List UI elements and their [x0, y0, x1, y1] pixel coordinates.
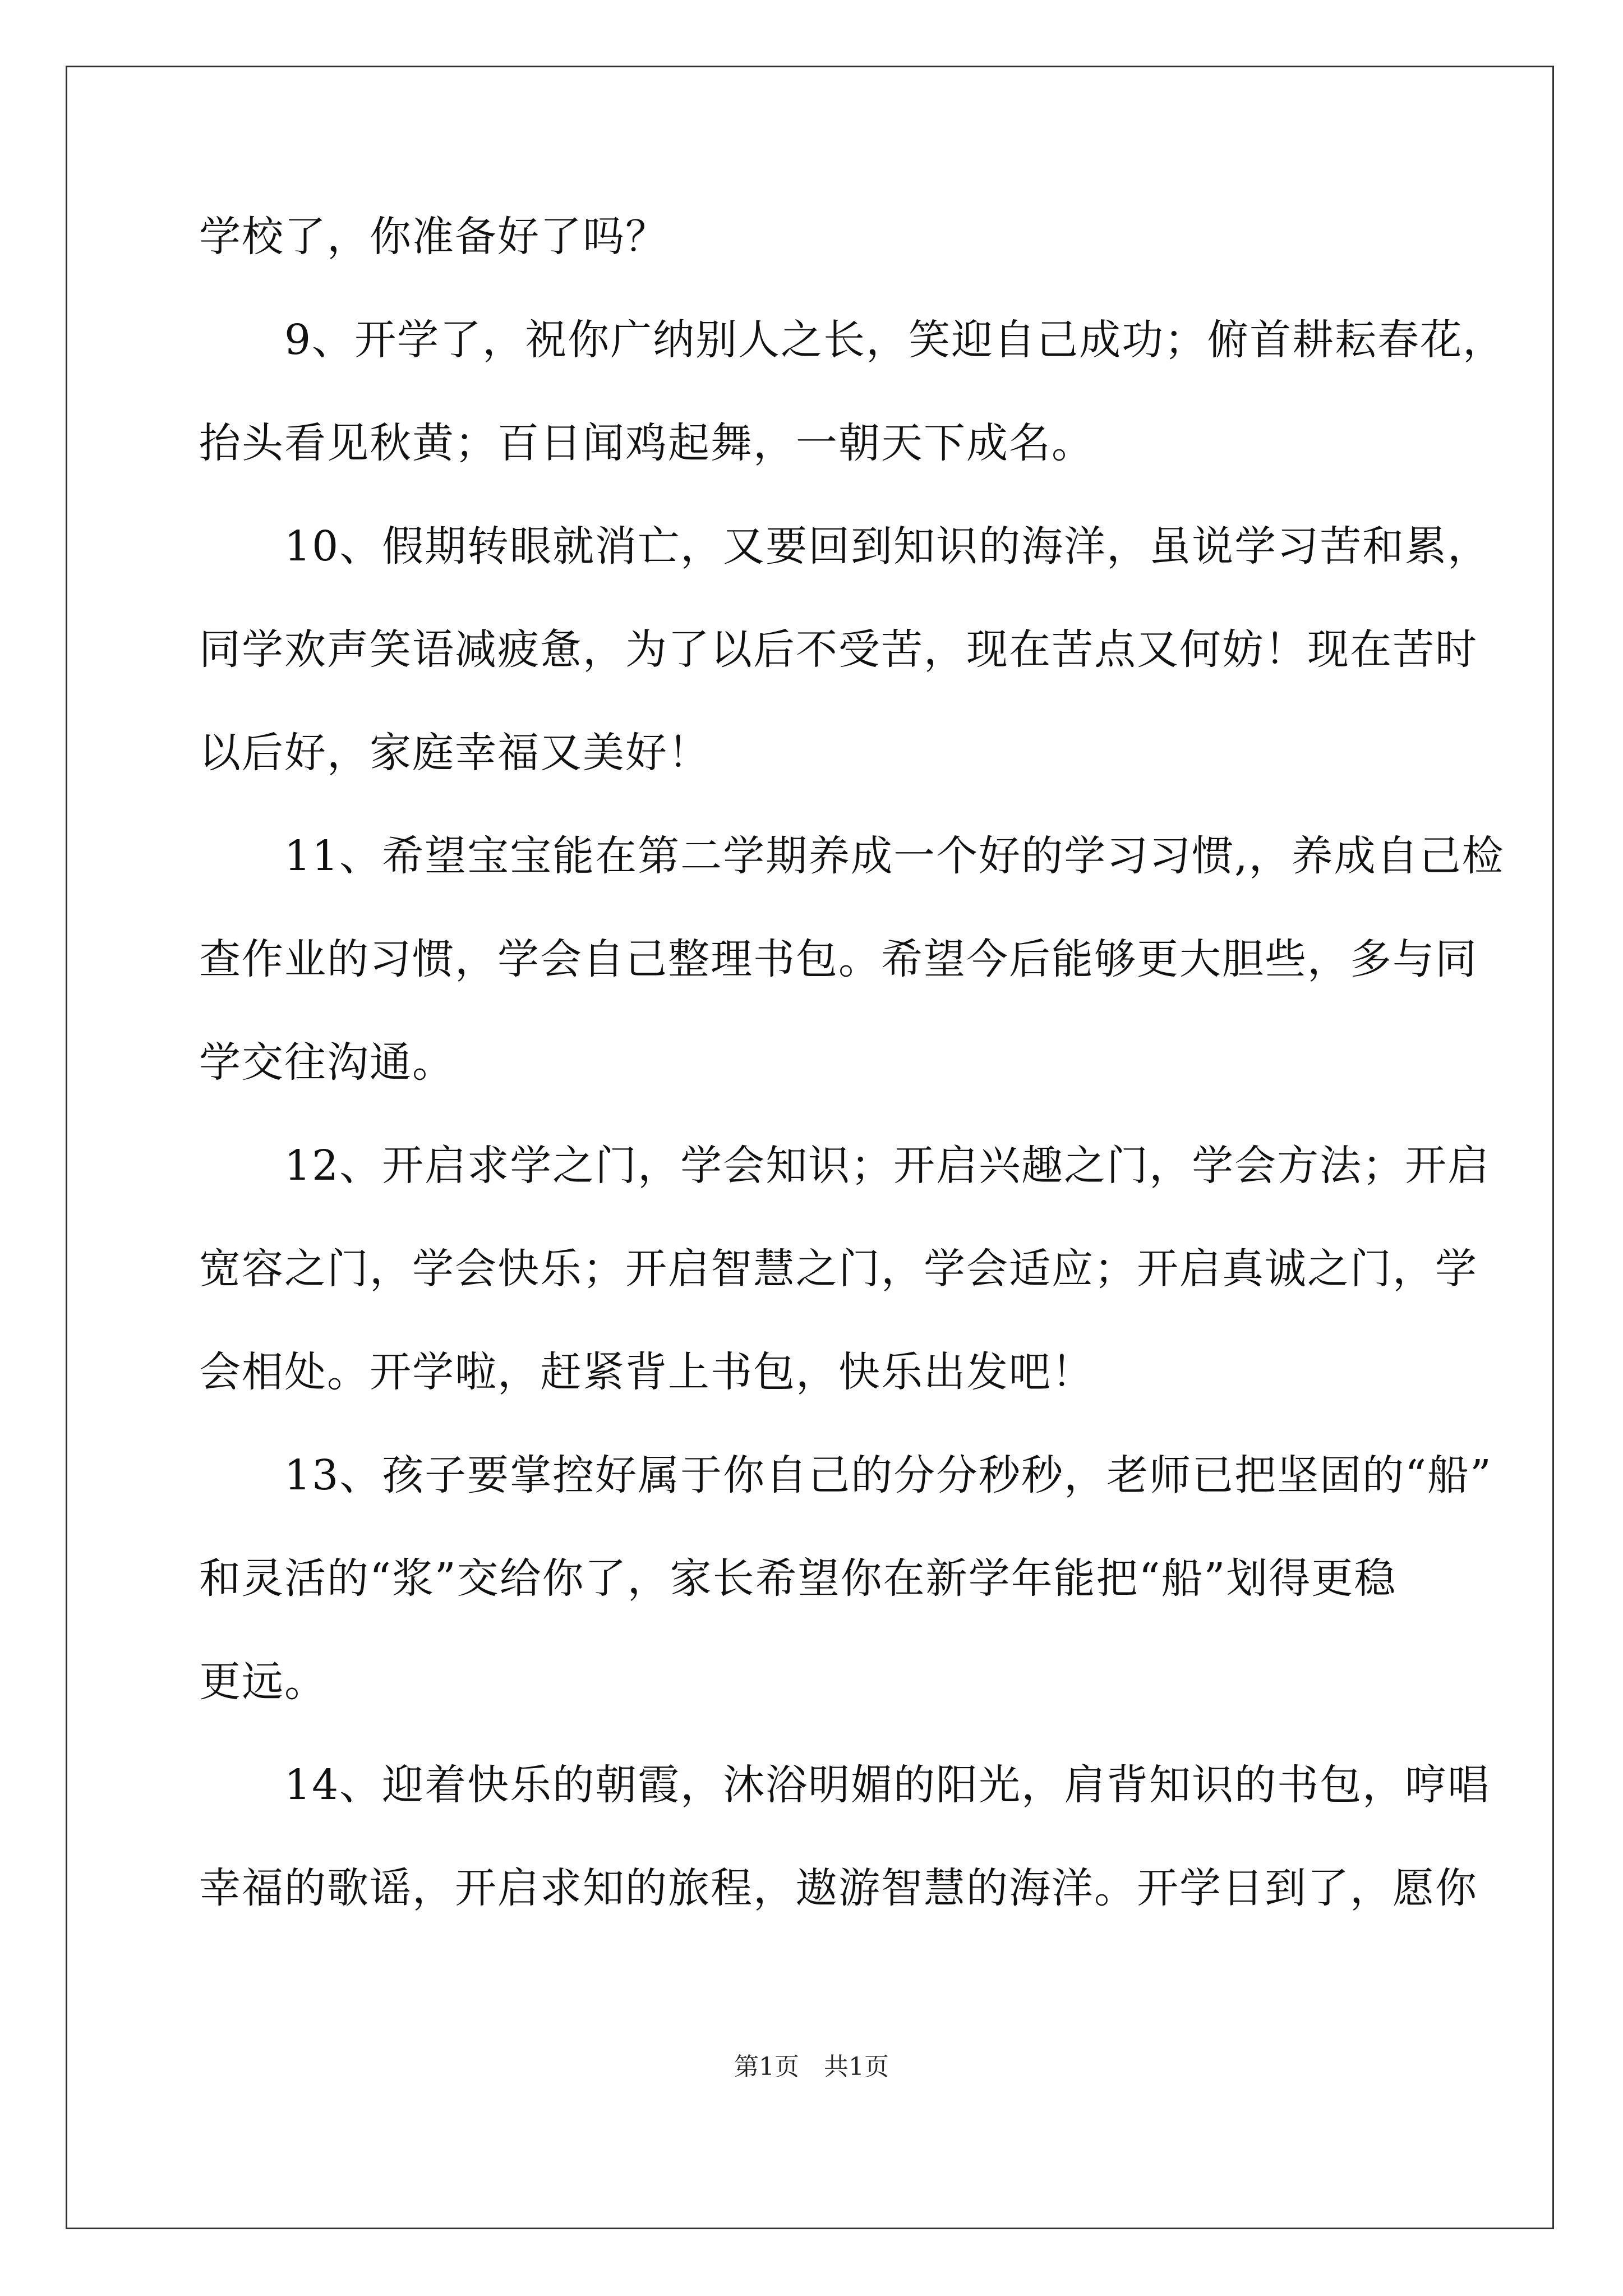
text-line: 更远。 [199, 1658, 327, 1706]
text-line: 抬头看见秋黄；百日闻鸡起舞，一朝天下成名。 [199, 419, 1094, 467]
text-line: 10、假期转眼就消亡，又要回到知识的海洋，虽说学习苦和累， [199, 522, 1491, 570]
text-line: 幸福的歌谣，开启求知的旅程，遨游智慧的海洋。开学日到了，愿你 [199, 1864, 1478, 1912]
text-line: 11、希望宝宝能在第二学期养成一个好的学习习惯,，养成自己检 [199, 832, 1505, 880]
text-line: 和灵活的“浆”交给你了，家长希望你在新学年能把“船”划得更稳 [199, 1554, 1397, 1603]
text-line: 宽容之门，学会快乐；开启智慧之门，学会适应；开启真诚之门，学 [199, 1245, 1478, 1293]
text-line: 同学欢声笑语减疲惫，为了以后不受苦，现在苦点又何妨！现在苦时 [199, 625, 1478, 674]
text-line: 12、开启求学之门，学会知识；开启兴趣之门，学会方法；开启 [199, 1142, 1491, 1190]
text-line: 13、孩子要掌控好属于你自己的分分秒秒，老师已把坚固的“船” [199, 1451, 1492, 1499]
text-line: 学交往沟通。 [199, 1038, 455, 1087]
page-footer: 第1页 共1页 [734, 2053, 889, 2081]
text-line: 9、开学了，祝你广纳别人之长，笑迎自己成功；俯首耕耘春花， [199, 316, 1506, 364]
text-line: 14、迎着快乐的朝霞，沐浴明媚的阳光，肩背知识的书包，哼唱 [199, 1761, 1491, 1809]
text-line: 会相处。开学啦，赶紧背上书包，快乐出发吧！ [199, 1348, 1094, 1396]
text-line: 查作业的习惯，学会自己整理书包。希望今后能够更大胆些，多与同 [199, 935, 1478, 983]
text-line: 学校了，你准备好了吗？ [199, 213, 668, 261]
document-body [199, 185, 1506, 1940]
text-line: 以后好，家庭幸福又美好！ [199, 729, 711, 777]
